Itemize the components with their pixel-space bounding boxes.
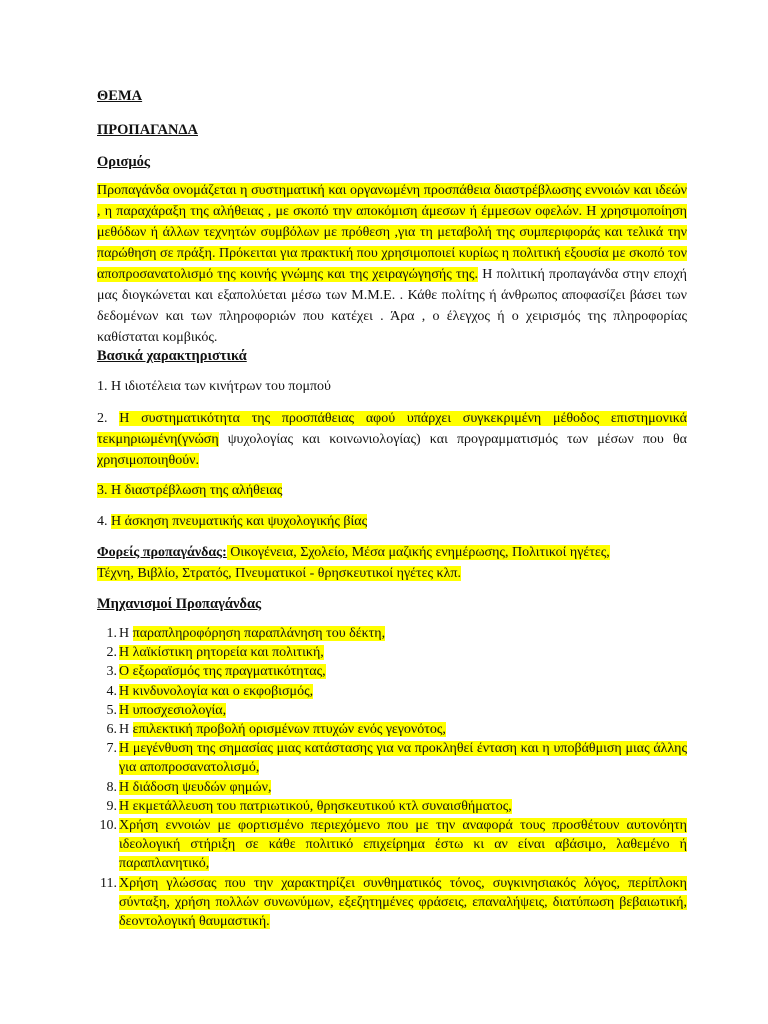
mechanism-item — [97, 874, 687, 932]
mechanism-number: 7. — [106, 741, 117, 757]
mechanism-item — [97, 682, 687, 701]
mechanism-item — [97, 624, 687, 643]
carriers-line-2 — [97, 563, 461, 584]
mechanism-number: 6. — [106, 722, 117, 738]
characteristic-3-line — [97, 480, 282, 501]
characteristic-2-highlight: Η συστηματικότητα της προσπάθειας αφού υπάρχει συγκεκριμένη μέθοδος επιστημονικά τεκμηριωμένη(γνώση — [97, 411, 688, 447]
mechanism-text: Η υποσχεσιολογία, — [119, 702, 227, 718]
mechanism-number: 3. — [106, 664, 117, 680]
characteristic-3: 3. Η διαστρέβλωση της αλήθειας — [97, 483, 283, 498]
characteristic-2-number: 2. — [97, 411, 120, 426]
mechanism-item — [97, 797, 687, 816]
mechanism-text: Η λαϊκίστικη ρητορεία και πολιτική, — [119, 645, 324, 661]
mechanism-item — [97, 701, 687, 720]
mechanism-item — [97, 662, 687, 681]
mechanism-item — [97, 778, 687, 797]
mechanism-number: 8. — [106, 779, 117, 795]
mechanisms-list — [97, 624, 687, 931]
document-title: ΠΡΟΠΑΓΑΝΔΑ — [97, 122, 198, 138]
mechanism-prefix: Η — [119, 722, 133, 738]
carriers-line-1 — [97, 542, 610, 563]
mechanism-text: επιλεκτική προβολή ορισμένων πτυχών ενός γεγονότος, — [132, 722, 446, 738]
mechanism-item — [97, 816, 687, 874]
mechanism-text: Η διάδοση ψευδών φημών, — [119, 779, 272, 795]
characteristics-heading: Βασικά χαρακτηριστικά — [97, 348, 247, 364]
mechanism-text: Ο εξωραϊσμός της πραγματικότητας, — [119, 664, 326, 680]
mechanism-number: 11. — [100, 875, 117, 891]
definition-paragraph — [97, 180, 687, 348]
definition-part1: Προπαγάνδα ονομάζεται η συστηματική και οργανωμένη προσπάθεια διαστρέβλωσης εννοιών και ιδεών , η παραχάραξη της αλήθειας , με σκοπό την αποκόμιση άμεσων ή έμμεσων οφελών. Η χρησιμοποίηση μεθόδων ή άλλων τεχνητών συμβόλων με πρόθεση ,για τη μεταβολή της συμπεριφοράς και τελικά την παρώθηση σε πράξη. Πρόκειται για πρακτική που χρησιμοποιεί κυρίως η πολιτική εξουσία — [97, 183, 687, 261]
characteristic-2-tail: χρησιμοποιηθούν. — [97, 453, 199, 468]
mechanism-text: Η μεγένθυση της σημασίας μιας κατάστασης για να προκληθεί ένταση και η υποβάθμιση μιας άλλης για αποπροσανατολισμό, — [119, 741, 687, 776]
carriers-text-1: Οικογένεια, Σχολείο, Μέσα μαζικής ενημέρωσης, Πολιτικοί ηγέτες, — [226, 545, 610, 560]
mechanism-text: Χρήση εννοιών με φορτισμένο περιεχόμενο που με την αναφορά τους προσθέτουν αυτονόητη ιδεολογική στήριξη σε κάθε πολιτικό επιχείρημα έστω κι αν είναι αβάσιμο, λαθεμένο ή παραπλανητικό, — [119, 818, 687, 872]
characteristic-2 — [97, 408, 687, 471]
mechanism-number: 9. — [106, 798, 117, 814]
mechanism-number: 1. — [106, 626, 117, 641]
characteristic-4-highlight: Η άσκηση πνευματικής και ψυχολογικής βίας — [111, 514, 368, 529]
carriers-text-2: Τέχνη, Βιβλίο, Στρατός, Πνευματικοί - θρησκευτικοί ηγέτες κλπ. — [97, 566, 461, 581]
characteristic-4 — [97, 511, 367, 532]
mechanism-number: 10. — [99, 818, 117, 834]
mechanisms-heading: Μηχανισμοί Προπαγάνδας — [97, 596, 262, 612]
mechanism-text: Η εκμετάλλευση του πατριωτικού, θρησκευτικού κτλ συναισθήματος, — [119, 798, 512, 814]
mechanism-text: Η κινδυνολογία και ο εκφοβισμός, — [119, 683, 314, 699]
definition-part3: Η πολιτική προπαγάνδα στην εποχή μας διογκώνεται και εξαπολύεται μέσω των Μ.Μ.Ε. . Κάθε πολίτης ή άνθρωπος αποφασίζει βάσει των δεδομένων και των πληροφοριών που κατέχει . Άρα , ο έλεγχος ή ο χειρισμός της πληροφορίας καθίσταται κομβικός. — [97, 267, 687, 345]
mechanism-text: παραπληροφόρηση παραπλάνηση του δέκτη, — [132, 626, 386, 641]
theme-label: ΘΕΜΑ — [97, 88, 143, 104]
definition-part2: με σκοπό τον αποπροσανατολισμό της κοινής γνώμης και της χειραγώγησής της. — [97, 246, 687, 282]
definition-heading: Ορισμός — [97, 154, 151, 170]
mechanism-number: 2. — [106, 645, 117, 661]
mechanism-item — [97, 739, 687, 777]
mechanism-number: 4. — [106, 683, 117, 699]
mechanism-item — [97, 643, 687, 662]
mechanism-item — [97, 720, 687, 739]
characteristic-2-text: ψυχολογίας και κοινωνιολογίας) και προγραμματισμός των μέσων που θα — [218, 432, 687, 447]
characteristic-4-number: 4. — [97, 514, 111, 529]
mechanism-prefix: Η — [119, 626, 133, 641]
characteristic-1: 1. Η ιδιοτέλεια των κινήτρων του πομπού — [97, 379, 331, 394]
mechanism-number: 5. — [106, 702, 117, 718]
carriers-label: Φορείς προπαγάνδας: — [97, 545, 227, 560]
mechanism-text: Χρήση γλώσσας που την χαρακτηρίζει συνθηματικός τόνος, συγκινησιακός λόγος, περίπλοκη σύνταξη, χρήση πολλών συνωνύμων, εξεζητημένες φράσεις, επαναλήψεις, διατύπωση βεβαιωτική, δεοντολογική θαυμαστική. — [119, 875, 687, 930]
